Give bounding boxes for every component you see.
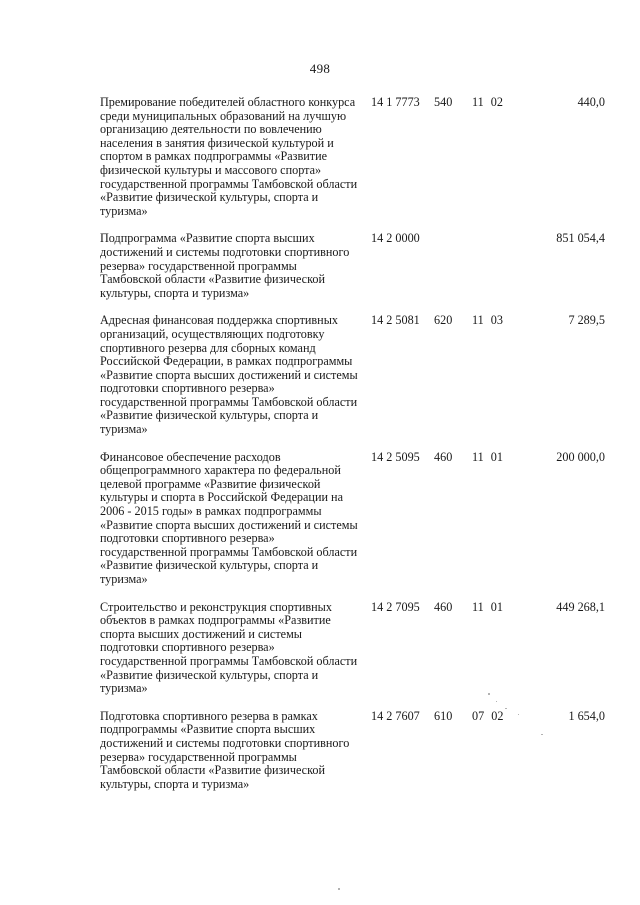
row-target-code: 14 2 5095 [371, 449, 420, 464]
budget-row [100, 601, 605, 696]
budget-row [100, 710, 605, 792]
scan-artifact [338, 888, 340, 890]
scan-artifact [518, 714, 519, 715]
row-target-code: 14 2 5081 [371, 313, 420, 328]
budget-row [100, 96, 605, 218]
row-amount: 851 054,4 [556, 231, 605, 246]
row-section-code: 11 01 [472, 449, 503, 464]
row-target-code: 14 2 7095 [371, 599, 420, 614]
row-section-code: 11 03 [472, 313, 503, 328]
row-target-code: 14 1 7773 [371, 95, 420, 109]
scan-artifact [541, 734, 543, 735]
scan-artifact [488, 693, 490, 695]
row-description: Финансовое обеспечение расходов общепрограммного характера по федеральной целевой программе «Развитие физической культуры и спорта в Российской Федерации на 2006 - 2015 годы» в рамках подпрограммы «Развитие спорта высших достижений и системы подготовки спортивного резерва» государственной программы Тамбовской области «Развитие физической культуры, спорта и туризма» [100, 449, 358, 586]
page-number: 498 [309, 61, 331, 76]
row-description: Адресная финансовая поддержка спортивных организаций, осуществляющих подготовку спортивного резерва для сборных команд Российской Федерации, в рамках подпрограммы «Развитие спорта высших достижений и системы подготовки спортивного резерва» государственной программы Тамбовской области «Развитие физической культуры, спорта и туризма» [100, 313, 358, 437]
row-section-code: 07 02 [472, 708, 504, 723]
row-description: Подготовка спортивного резерва в рамках подпрограммы «Развитие спорта высших достижений и системы подготовки спортивного резерва» государственной программы Тамбовской области «Развитие физической культуры, спорта и туризма» [100, 708, 350, 791]
row-amount: 1 654,0 [568, 708, 605, 723]
row-amount: 200 000,0 [556, 449, 605, 464]
row-expense-type: 460 [434, 449, 453, 464]
scan-artifact [505, 708, 507, 709]
row-amount: 7 289,5 [568, 313, 605, 328]
budget-row [100, 232, 605, 300]
row-expense-type: 620 [434, 313, 453, 328]
row-section-code: 11 02 [472, 95, 503, 109]
scan-artifact [496, 701, 497, 702]
row-amount: 449 268,1 [556, 599, 605, 614]
row-description: Строительство и реконструкция спортивных объектов в рамках подпрограммы «Развитие спорта высших достижений и системы подготовки спортивного резерва» государственной программы Тамбовской области «Развитие физической культуры, спорта и туризма» [100, 599, 358, 696]
row-expense-type: 540 [434, 95, 453, 109]
row-description: Премирование победителей областного конкурса среди муниципальных образований на лучшую организацию деятельности по вовлечению населения в занятия физической культурой и спортом в рамках подпрограммы «Развитие физической культуры и массового спорта» государственной программы Тамбовской области «Развитие физической культуры, спорта и туризма» [100, 95, 358, 218]
budget-row [100, 451, 605, 587]
row-description: Подпрограмма «Развитие спорта высших достижений и системы подготовки спортивного резерва» государственной программы Тамбовской области «Развитие физической культуры, спорта и туризма» [100, 231, 350, 300]
budget-row [100, 314, 605, 436]
row-target-code: 14 2 0000 [371, 231, 420, 246]
row-expense-type: 610 [434, 708, 453, 723]
row-section-code: 11 01 [472, 599, 503, 614]
row-amount: 440,0 [577, 95, 605, 109]
budget-table [100, 96, 605, 805]
row-expense-type: 460 [434, 599, 453, 614]
row-target-code: 14 2 7607 [371, 708, 420, 723]
